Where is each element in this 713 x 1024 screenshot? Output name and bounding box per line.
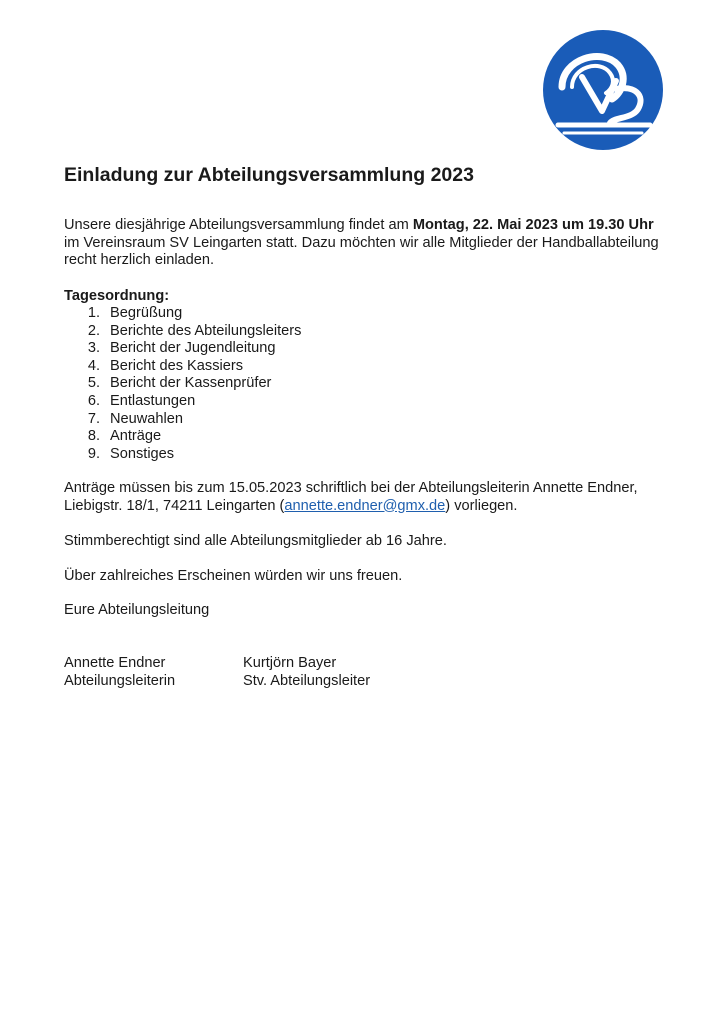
document-title: Einladung zur Abteilungsversammlung 2023 <box>64 164 474 186</box>
agenda-item-number: 8. <box>87 428 100 445</box>
agenda-item <box>64 393 301 411</box>
agenda-item <box>64 340 301 358</box>
agenda-item-number: 3. <box>87 340 100 357</box>
attendance-text: Über zahlreiches Erscheinen würden wir uns freuen. <box>64 568 403 584</box>
intro-paragraph <box>64 217 664 270</box>
agenda-heading: Tagesordnung: <box>64 288 170 304</box>
agenda-item <box>64 305 301 323</box>
agenda-item <box>64 358 301 376</box>
agenda-item-label: Bericht der Kassenprüfer <box>110 375 272 392</box>
agenda-list <box>64 305 301 463</box>
agenda-item-number: 4. <box>87 357 100 374</box>
intro-text-start: Unsere diesjährige Abteilungsversammlung findet am <box>64 217 413 233</box>
agenda-item-label: Entlastungen <box>110 392 196 409</box>
signature-role: Stv. Abteilungsleiter <box>243 672 371 689</box>
closing-text: Eure Abteilungsleitung <box>64 602 210 618</box>
motions-paragraph <box>64 480 664 515</box>
agenda-item <box>64 446 301 464</box>
agenda-item-label: Bericht der Jugendleitung <box>110 340 276 357</box>
agenda-item-number: 1. <box>87 305 100 321</box>
agenda-item-label: Neuwahlen <box>110 410 184 427</box>
agenda-item <box>64 323 301 341</box>
agenda-item <box>64 411 301 429</box>
meeting-date: Montag, 22. Mai 2023 um 19.30 Uhr <box>412 217 654 233</box>
agenda-item-label: Anträge <box>110 428 162 445</box>
intro-text-end: im Vereinsraum SV Leingarten statt. Dazu möchten wir alle Mitglieder der Handballabteilung recht herzlich einladen. <box>64 234 659 269</box>
agenda-item-number: 2. <box>87 322 100 339</box>
signature-name: Annette Endner <box>64 655 166 671</box>
agenda-item <box>64 428 301 446</box>
agenda-item-label: Begrüßung <box>110 305 183 321</box>
motions-text-end: ) vorliegen. <box>445 497 518 514</box>
club-logo-icon <box>542 29 664 151</box>
agenda-item-number: 5. <box>87 375 100 392</box>
agenda-item-label: Sonstiges <box>110 445 175 462</box>
email-link[interactable]: annette.endner@gmx.de <box>284 497 446 514</box>
agenda-item-label: Bericht des Kassiers <box>110 357 244 374</box>
signature-role: Abteilungsleiterin <box>64 672 176 689</box>
agenda-item <box>64 375 301 393</box>
agenda-item-number: 9. <box>87 445 100 462</box>
agenda-item-label: Berichte des Abteilungsleiters <box>110 322 302 339</box>
voting-rights-text: Stimmberechtigt sind alle Abteilungsmitglieder ab 16 Jahre. <box>64 533 447 549</box>
signature-left <box>64 655 175 690</box>
motions-text-start: Anträge müssen bis zum 15.05.2023 schriftlich bei der Abteilungsleiterin Annette Endner, Liebigstr. 18/1, 74211 Leingarten ( <box>64 480 638 514</box>
signature-right <box>243 655 370 690</box>
agenda-item-number: 6. <box>87 392 100 409</box>
signature-name: Kurtjörn Bayer <box>243 655 337 671</box>
agenda-item-number: 7. <box>87 410 100 427</box>
